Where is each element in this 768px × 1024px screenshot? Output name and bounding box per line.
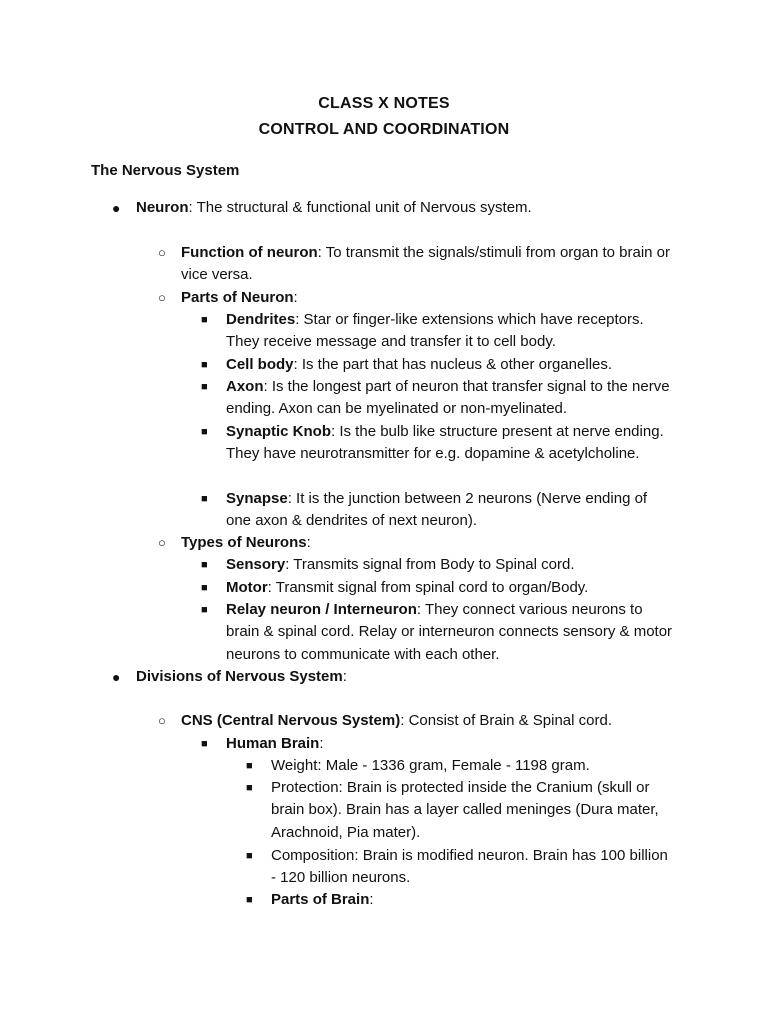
bullet-square-icon: ■ [201,381,208,393]
definition-sensory: : Transmits signal from Body to Spinal cord. [285,556,575,573]
bullet-square-icon: ■ [201,426,208,438]
bullet-circle-icon: ○ [158,245,166,260]
bullet-square-icon: ■ [246,760,253,772]
list-item-motor [201,577,676,599]
bullet-square-icon: ■ [201,738,208,750]
list-item-cell-body [201,354,676,376]
bullet-square-icon: ■ [246,782,253,794]
term-motor: Motor [226,579,268,596]
text-weight: Weight: Male - 1336 gram, Female - 1198 gram. [271,757,590,774]
term-function-of-neuron: Function of neuron [181,244,318,261]
list-item-parts-of-neuron [158,287,681,309]
term-parts-of-brain: Parts of Brain [271,891,370,908]
list-item-cns [158,710,681,732]
list-item-human-brain [201,733,676,755]
list-item-synaptic-knob [201,421,676,466]
definition-types-of-neurons: : [306,534,311,551]
term-neuron: Neuron [136,199,189,216]
definition-neuron: : The structural & functional unit of Nervous system. [188,199,532,216]
bullet-square-icon: ■ [201,582,208,594]
bullet-square-icon: ■ [201,604,208,616]
bullet-square-icon: ■ [201,314,208,326]
term-divisions-of-nervous-system: Divisions of Nervous System [136,668,343,685]
definition-function-of-neuron: : To transmit the signals/stimuli from organ to brain or vice versa. [181,244,671,284]
bullet-disc-icon: ● [112,669,121,685]
term-dendrites: Dendrites [226,311,296,328]
bullet-circle-icon: ○ [158,713,166,728]
bullet-disc-icon: ● [112,200,121,216]
bullet-square-icon: ■ [201,559,208,571]
list-item-composition [246,845,671,890]
definition-dendrites: : Star or finger-like extensions which have receptors. They receive message and transfer it to cell body. [226,311,644,351]
definition-cns: : Consist of Brain & Spinal cord. [400,712,612,729]
definition-human-brain: : [319,735,324,752]
definition-divisions-of-nervous-system: : [342,668,347,685]
list-item-types-of-neurons [158,532,681,554]
bullet-square-icon: ■ [201,359,208,371]
list-item-synapse [201,488,676,533]
bullet-circle-icon: ○ [158,290,166,305]
term-parts-of-neuron: Parts of Neuron [181,289,294,306]
term-cns: CNS (Central Nervous System) [181,712,401,729]
bullet-circle-icon: ○ [158,535,166,550]
definition-parts-of-brain: : [369,891,374,908]
section-heading: The Nervous System [91,162,240,179]
document-title-line-1: CLASS X NOTES [318,95,450,112]
list-item-neuron [112,197,696,219]
list-item-function-of-neuron [158,242,681,287]
term-cell-body: Cell body [226,356,294,373]
definition-synapse: : It is the junction between 2 neurons (Nerve ending of one axon & dendrites of next neuron). [226,490,648,530]
list-item-axon [201,376,676,421]
term-synaptic-knob: Synaptic Knob [226,423,332,440]
list-item-divisions-of-nervous-system [112,666,696,688]
list-item-dendrites [201,309,676,354]
document-title-line-2: CONTROL AND COORDINATION [258,121,510,138]
bullet-square-icon: ■ [246,894,253,906]
definition-cell-body: : Is the part that has nucleus & other organelles. [293,356,613,373]
term-human-brain: Human Brain [226,735,320,752]
term-types-of-neurons: Types of Neurons [181,534,307,551]
term-relay-neuron: Relay neuron / Interneuron [226,601,417,618]
bullet-square-icon: ■ [246,850,253,862]
definition-relay-neuron: : They connect various neurons to brain & spinal cord. Relay or interneuron connects sensory & motor neurons to communicate with each other. [226,601,673,663]
list-item-protection [246,777,671,844]
list-item-parts-of-brain [246,889,671,911]
term-axon: Axon [226,378,264,395]
term-synapse: Synapse [226,490,288,507]
list-item-relay-neuron [201,599,676,666]
list-item-weight [246,755,671,777]
definition-motor: : Transmit signal from spinal cord to organ/Body. [267,579,589,596]
text-protection: Protection: Brain is protected inside the Cranium (skull or brain box). Brain has a layer called meninges (Dura mater, Arachnoid, Pia mater). [271,779,659,841]
definition-synaptic-knob: : Is the bulb like structure present at nerve ending. They have neurotransmitter for e.g. dopamine & acetylcholine. [226,423,664,463]
definition-parts-of-neuron: : [293,289,298,306]
term-sensory: Sensory [226,556,286,573]
bullet-square-icon: ■ [201,493,208,505]
text-composition: Composition: Brain is modified neuron. Brain has 100 billion - 120 billion neurons. [271,847,668,887]
definition-axon: : Is the longest part of neuron that transfer signal to the nerve ending. Axon can be myelinated or non-myelinated. [226,378,670,418]
list-item-sensory [201,554,676,576]
